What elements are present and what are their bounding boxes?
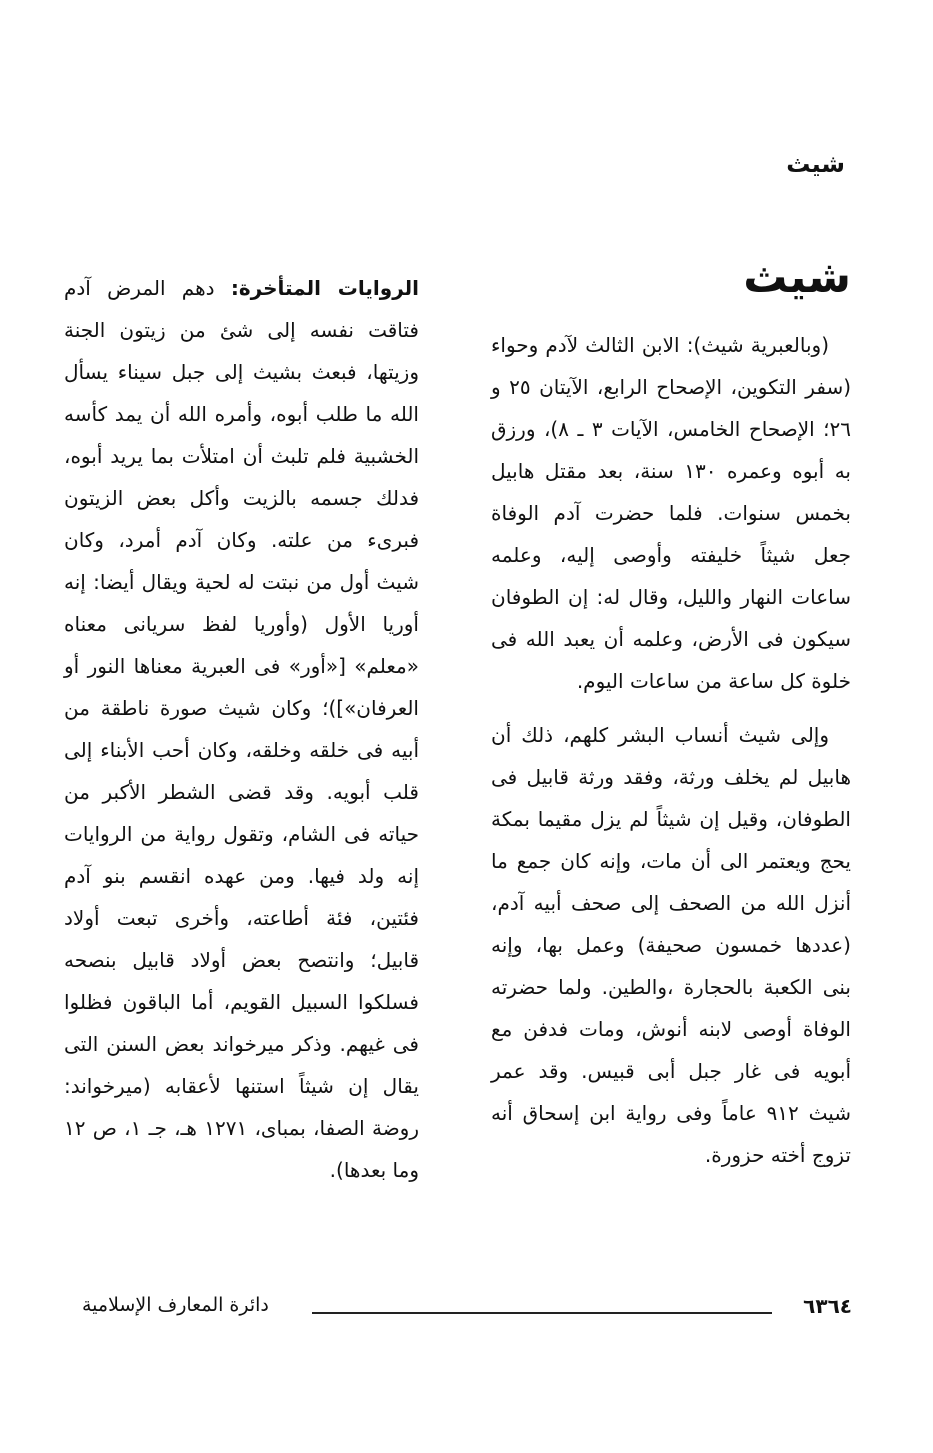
page-number: ٦٣٦٤	[803, 1294, 852, 1318]
page-footer	[82, 1290, 852, 1330]
paragraph: (وبالعبرية شيث): الابن الثالث لآدم وحواء (سفر التكوين، الإصحاح الرابع، الآيتان ٢٥ و ٢٦؛ الإصحاح الخامس، الآيات ٣ ـ ٨)، ورزق به أبوه وعمره ١٣٠ سنة، بعد مقتل هابيل بخمس سنوات. فلما حضرت آدم الوفاة جعل شيثاً خليفته وأوصى إليه، وعلمه ساعات النهار والليل، وقال له: إن الطوفان سيكون فى الأرض، وعلمه أن يعبد الله فى خلوة كل ساعة من ساعات اليوم.	[491, 333, 852, 693]
journal-title: دائرة المعارف الإسلامية	[82, 1294, 269, 1316]
paragraph: وإلى شيث أنساب البشر كلهم، ذلك أن هابيل لم يخلف ورثة، وفقد ورثة قابيل فى الطوفان، وقيل إن شيثاً لم يزل مقيما بمكة يحج ويعتمر الى أن مات، وإنه كان جمع ما أنزل الله من الصحف إلى صحف أبيه آدم،(عددها خمسون صحيفة) وعمل بها، وإنه بنى الكعبة بالحجارة ،والطين. ولما حضرته الوفاة أوصى لابنه أنوش، ومات فدفن مع أبويه فى غار جبل أبى قبيس. وقد عمر شيث ٩١٢ عاماً وفى رواية ابن إسحاق أنه تزوج أخته حزورة.	[491, 723, 852, 1167]
paragraph	[64, 267, 419, 1191]
entry-title: شيث	[743, 252, 851, 303]
right-column	[491, 248, 851, 1188]
left-column	[64, 267, 419, 1203]
running-head: شيث	[786, 150, 845, 178]
section-lead: الروايات المتأخرة:	[230, 276, 420, 300]
footer-rule	[312, 1312, 772, 1314]
section-text: دهم المرض آدم فتاقت نفسه إلى شئ من زيتون الجنة وزيتها، فبعث بشيث إلى جبل سيناء يسأل الله ما طلب أبوه، وأمره الله أن يمد كأسه الخشبية فلم تلبث أن امتلأت بما يريد أبوه، فدلك جسمه بالزيت وأكل بعض الزيتون فبرىء من علته. وكان آدم أمرد، وكان شيث أول من نبتت له لحية ويقال أيضا: إنه أوريا الأول (وأوريا لفظ سريانى معناه «معلم» [«أور» فى العبرية معناها النور أو العرفان»])؛ وكان شيث صورة ناطقة من أبيه فى خلقه وخلقه، وكان أحب الأبناء إلى قلب أبويه. وقد قضى الشطر الأكبر من حياته فى الشام، وتقول رواية من الروايات إنه ولد فيها. ومن عهده انقسم بنو آدم فئتين، فئة أطاعته، وأخرى تبعت أولاد قابيل؛ وانتصح بعض أولاد قابيل بنصحه فسلكوا السبيل القويم، أما الباقون فظلوا فى غيهم. وذكر ميرخواند بعض السنن التى يقال إن شيثاً استنها لأعقابه (ميرخواند: روضة الصفا، بمباى، ١٢٧١ هـ، جـ ١، ص ١٢ وما بعدها).	[64, 276, 419, 1182]
